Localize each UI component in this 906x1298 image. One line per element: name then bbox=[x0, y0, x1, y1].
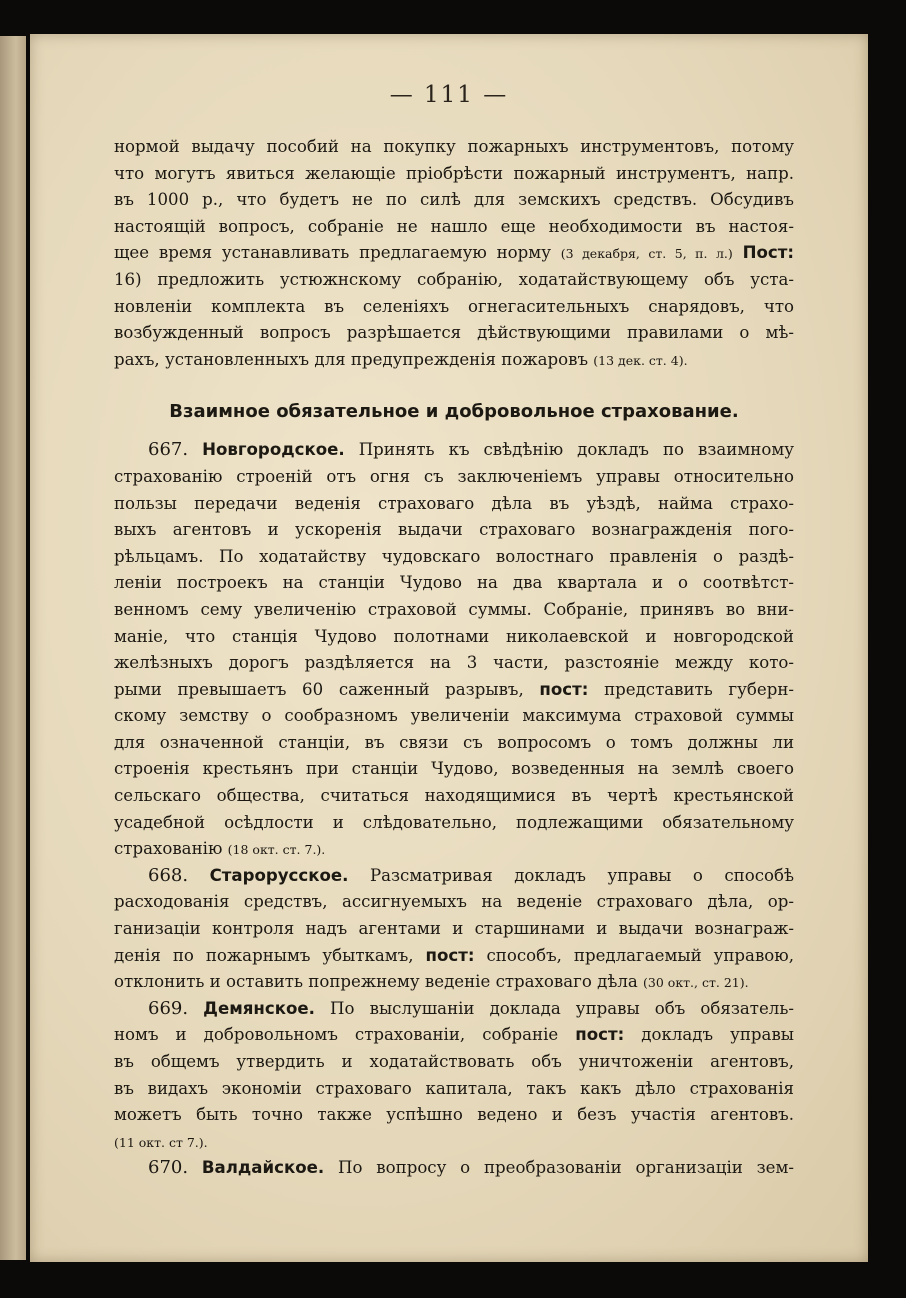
text-line: выхъ агентовъ и ускоренія выдачи страховаго вознагражденія пого- bbox=[114, 520, 794, 540]
text-line bbox=[114, 677, 794, 704]
text-fragment: способъ, предлагаемый управою, bbox=[486, 945, 794, 965]
text-fragment: По вопросу о преобразованіи организаціи зем- bbox=[338, 1158, 794, 1178]
text-line: возбужденный вопросъ разрѣшается дѣйствующими правилами о мѣ- bbox=[114, 323, 794, 343]
resolution-marker: пост: bbox=[539, 679, 589, 699]
text-line bbox=[114, 943, 794, 970]
resolution-marker: пост: bbox=[575, 1025, 625, 1045]
previous-page-edge bbox=[0, 36, 26, 1260]
zemstvo-name: Новгородское. bbox=[202, 440, 345, 460]
text-line: леніи построекъ на станціи Чудово на два квартала и о соотвѣтст- bbox=[114, 573, 794, 593]
text-line: рѣльцамъ. По ходатайству чудовскаго волостнаго правленія о раздѣ- bbox=[114, 546, 794, 566]
text-line: для означенной станціи, въ связи съ вопросомъ о томъ должны ли bbox=[114, 732, 794, 752]
text-line: маніе, что станція Чудово полотнами николаевской и новгородской bbox=[114, 626, 794, 646]
text-line: что могутъ явиться желающіе пріобрѣсти пожарный инструментъ, напр. bbox=[114, 163, 794, 183]
page-text bbox=[114, 134, 794, 1182]
book-page bbox=[30, 34, 868, 1262]
text-line: строенія крестьянъ при станціи Чудово, возведенныя на землѣ своего bbox=[114, 759, 794, 779]
text-line bbox=[114, 1129, 794, 1156]
text-line: въ общемъ утвердить и ходатайствовать объ уничтоженіи агентовъ, bbox=[114, 1052, 794, 1071]
text-line: скому земству о сообразномъ увеличеніи максимума страховой суммы bbox=[114, 706, 794, 726]
resolution-marker: Пост: bbox=[742, 243, 794, 263]
text-line: можетъ быть точно также успѣшно ведено и безъ участія агентовъ. bbox=[114, 1105, 794, 1125]
reference-note: (11 окт. ст 7.). bbox=[114, 1134, 208, 1150]
text-fragment: денія по пожарнымъ убыткамъ, bbox=[114, 945, 414, 965]
reference-note: (13 дек. ст. 4). bbox=[593, 352, 688, 368]
paragraph-670-first-line bbox=[114, 1155, 794, 1182]
text-fragment: рыми превышаетъ 60 саженный разрывъ, bbox=[114, 679, 524, 699]
item-number: 668. bbox=[148, 864, 189, 886]
text-line bbox=[114, 836, 794, 863]
text-fragment: рахъ, установленныхъ для предупрежденія пожаровъ bbox=[114, 349, 588, 369]
paragraph-668-first-line bbox=[114, 863, 794, 890]
text-line: ганизаціи контроля надъ агентами и старшинами и выдачи вознаграж- bbox=[114, 919, 794, 939]
text-line bbox=[114, 347, 794, 374]
text-line bbox=[114, 969, 794, 996]
text-fragment: По выслушаніи доклада управы объ обязатель- bbox=[330, 998, 794, 1018]
item-number: 670. bbox=[148, 1157, 189, 1179]
item-number: 667. bbox=[148, 439, 189, 461]
text-line: въ 1000 р., что будетъ не по силѣ для земскихъ средствъ. Обсудивъ bbox=[114, 190, 794, 210]
text-line: новленіи комплекта въ селеніяхъ огнегасительныхъ снарядовъ, что bbox=[114, 296, 794, 316]
text-line: сельскаго общества, считаться находящимися въ чертѣ крестьянской bbox=[114, 786, 794, 806]
text-fragment: Разсматривая докладъ управы о способѣ bbox=[369, 865, 794, 885]
zemstvo-name: Старорусское. bbox=[209, 865, 349, 885]
reference-note: (30 окт., ст. 21). bbox=[643, 975, 749, 991]
page-number: — 111 — bbox=[389, 82, 509, 108]
zemstvo-name: Валдайское. bbox=[201, 1158, 325, 1178]
text-fragment: страхованію bbox=[114, 839, 223, 859]
text-fragment: докладъ управы bbox=[641, 1025, 794, 1045]
text-line: страхованію строеній отъ огня съ заключеніемъ управы относительно bbox=[114, 466, 794, 486]
paragraph-667-first-line bbox=[114, 437, 794, 464]
text-fragment: щее время устанавливать предлагаемую норму bbox=[114, 243, 551, 263]
paragraph-669-first-line bbox=[114, 996, 794, 1023]
text-fragment: представить губерн- bbox=[604, 679, 794, 699]
resolution-marker: пост: bbox=[425, 945, 475, 965]
reference-note: (3 декабря, ст. 5, п. л.) bbox=[560, 246, 733, 262]
text-line: венномъ сему увеличенію страховой суммы. Собраніе, принявъ во вни- bbox=[114, 599, 794, 619]
section-heading: Взаимное обязательное и добровольное страхование. bbox=[169, 401, 739, 423]
text-line: 16) предложить устюжнскому собранію, ходатайствующему объ уста- bbox=[114, 269, 794, 289]
reference-note: (18 окт. ст. 7.). bbox=[227, 842, 326, 858]
text-line: настоящій вопросъ, собраніе не нашло еще необходимости въ настоя- bbox=[114, 216, 794, 236]
text-line: пользы передачи веденія страховаго дѣла въ уѣздѣ, найма страхо- bbox=[114, 493, 794, 513]
text-line bbox=[114, 1022, 794, 1049]
text-fragment: номъ и добровольномъ страхованіи, собраніе bbox=[114, 1025, 559, 1045]
zemstvo-name: Демянское. bbox=[203, 998, 315, 1018]
text-line: желѣзныхъ дорогъ раздѣляется на 3 части, разстояніе между кото- bbox=[114, 653, 794, 673]
item-number: 669. bbox=[148, 997, 189, 1019]
text-fragment: отклонить и оставить попрежнему веденіе страховаго дѣла bbox=[114, 972, 638, 992]
text-line bbox=[114, 240, 794, 267]
text-line: нормой выдачу пособий на покупку пожарныхъ инструментовъ, потому bbox=[114, 137, 794, 156]
text-fragment: Принять къ свѣдѣнію докладъ по взаимному bbox=[358, 440, 794, 460]
text-line: въ видахъ экономіи страховаго капитала, такъ какъ дѣло страхованія bbox=[114, 1078, 794, 1098]
text-line: расходованія средствъ, ассигнуемыхъ на веденіе страховаго дѣла, ор- bbox=[114, 892, 794, 912]
text-line: усадебной осѣдлости и слѣдовательно, подлежащими обязательному bbox=[114, 812, 794, 832]
